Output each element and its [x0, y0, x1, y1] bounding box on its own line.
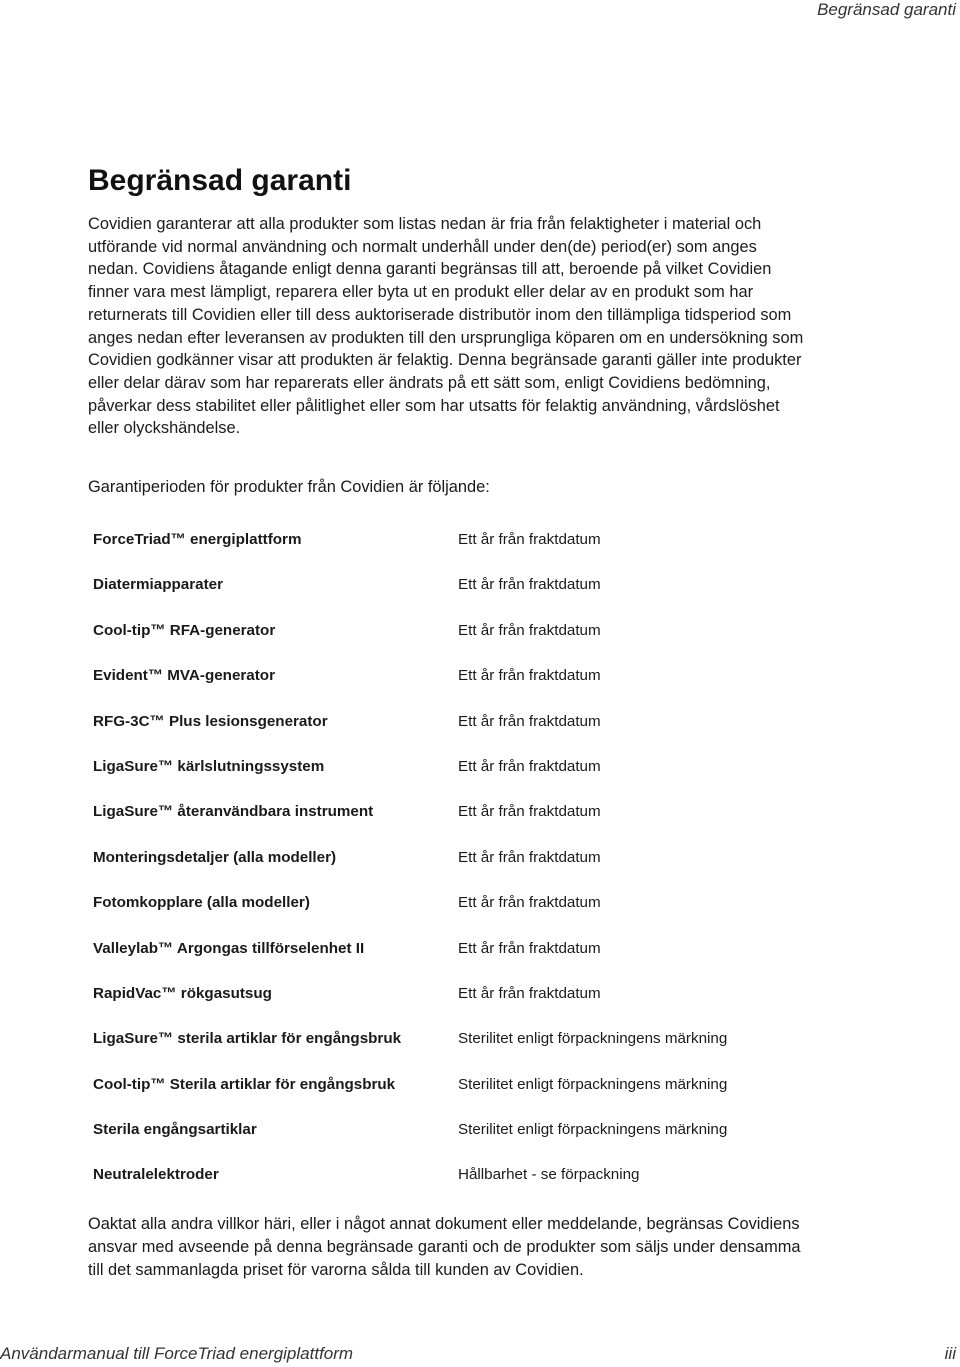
warranty-period: Ett år från fraktdatum [458, 848, 601, 866]
warranty-row [93, 1119, 813, 1164]
product-name: Evident™ MVA-generator [93, 667, 275, 685]
warranty-row [93, 938, 813, 983]
warranty-period: Ett år från fraktdatum [458, 939, 601, 957]
warranty-period: Ett år från fraktdatum [458, 576, 601, 594]
product-name: Fotomkopplare (alla modeller) [93, 894, 310, 912]
warranty-period: Ett år från fraktdatum [458, 757, 601, 775]
product-name: LigaSure™ återanvändbara instrument [93, 803, 374, 821]
warranty-row [93, 892, 813, 937]
product-name: Cool-tip™ Sterila artiklar för engångsbruk [93, 1075, 396, 1093]
warranty-row [93, 1164, 813, 1209]
product-name: Sterila engångsartiklar [93, 1121, 257, 1139]
product-name: ForceTriad™ energiplattform [93, 531, 302, 548]
product-name: Cool-tip™ RFA-generator [93, 621, 276, 639]
product-name: Diatermiapparater [93, 576, 223, 594]
warranty-row [93, 574, 813, 619]
warranty-row [93, 801, 813, 846]
page-number: iii [944, 1344, 956, 1363]
warranty-period: Ett år från fraktdatum [458, 531, 601, 548]
warranty-period: Sterilitet enligt förpackningens märkning [458, 1030, 728, 1048]
product-name: LigaSure™ kärlslutningssystem [93, 757, 325, 775]
page-title: Begränsad garanti [88, 164, 352, 197]
warranty-row [93, 1028, 813, 1073]
warranty-period: Ett år från fraktdatum [458, 984, 601, 1002]
product-name: Monteringsdetaljer (alla modeller) [93, 848, 337, 866]
warranty-table [93, 529, 813, 1210]
product-name: RapidVac™ rökgasutsug [93, 984, 272, 1002]
running-footer: Användarmanual till ForceTriad energiplattform [0, 1344, 354, 1363]
running-header: Begränsad garanti [817, 0, 956, 19]
product-name: LigaSure™ sterila artiklar för engångsbruk [93, 1030, 402, 1048]
warranty-period: Ett år från fraktdatum [458, 667, 601, 685]
warranty-period: Ett år från fraktdatum [458, 803, 601, 821]
warranty-period: Ett år från fraktdatum [458, 712, 601, 730]
warranty-row [93, 711, 813, 756]
warranty-period: Ett år från fraktdatum [458, 621, 601, 639]
warranty-row [93, 983, 813, 1028]
warranty-row [93, 529, 813, 574]
warranty-row [93, 1074, 813, 1119]
warranty-period-intro: Garantiperioden för produkter från Covidien är följande: [88, 478, 490, 496]
product-name: Valleylab™ Argongas tillförselenhet II [93, 939, 365, 957]
closing-paragraph: Oaktat alla andra villkor häri, eller i något annat dokument eller meddelande, begränsas Covidiens ansvar med avseende på denna begränsade garanti och de produkter som säljs under densamma till det sammanlagda priset för varorna sålda till kunden av Covidien. [88, 1215, 801, 1279]
warranty-row [93, 665, 813, 710]
intro-paragraph: Covidien garanterar att alla produkter som listas nedan är fria från felaktigheter i material och utförande vid normal användning och normalt underhåll under den(de) period(er) som anges nedan. Covidiens åtagande enligt denna garanti begränsas till att, beroende på vilket Covidien finner vara mest lämpligt, reparera eller byta ut en produkt eller delar av en produkt som har returnerats till Covidien eller till dess auktoriserade distributör inom den tillämpliga tidsperiod som anges nedan efter leveransen av produkten till den ursprungliga köparen om en undersökning som Covidien godkänner visar att produkten är felaktig. Denna begränsade garanti gäller inte produkter eller delar därav som har reparerats eller ändrats på ett sätt som, enligt Covidiens bedömning, påverkar dess stabilitet eller pålitlighet eller som har utsatts för felaktig användning, vårdslöshet eller olyckshändelse. [88, 215, 804, 438]
warranty-period: Ett år från fraktdatum [458, 894, 601, 912]
warranty-row [93, 620, 813, 665]
warranty-period: Sterilitet enligt förpackningens märkning [458, 1121, 728, 1139]
product-name: RFG-3C™ Plus lesionsgenerator [93, 712, 328, 730]
warranty-period: Sterilitet enligt förpackningens märkning [458, 1075, 728, 1093]
warranty-period: Hållbarhet - se förpackning [458, 1166, 640, 1184]
product-name: Neutralelektroder [93, 1166, 219, 1184]
warranty-row [93, 847, 813, 892]
warranty-row [93, 756, 813, 801]
